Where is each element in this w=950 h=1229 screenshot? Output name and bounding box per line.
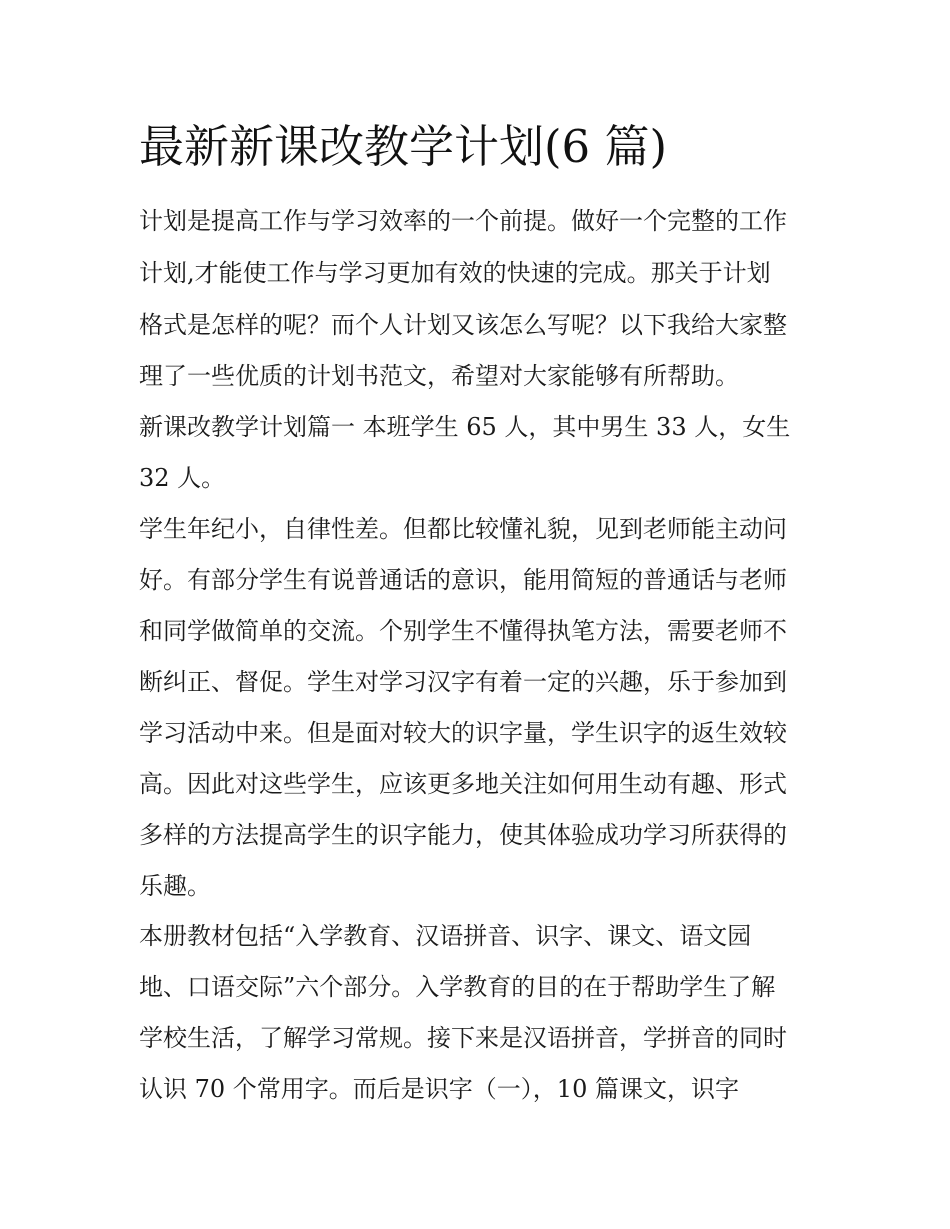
text-line: 地、口语交际”六个部分。入学教育的目的在于帮助学生了解 [139, 973, 776, 1001]
text-line: 好。有部分学生有说普通话的意识，能用简短的普通话与老师 [139, 566, 787, 594]
text-line: 乐趣。 [139, 872, 211, 900]
text-line: 计划是提高工作与学习效率的一个前提。做好一个完整的工作 [139, 207, 787, 235]
text-line: 高。因此对这些学生，应该更多地关注如何用生动有趣、形式 [139, 770, 787, 798]
text-line: 认识 70 个常用字。而后是识字（一），10 篇课文，识字 [139, 1075, 739, 1103]
text-line: 学校生活，了解学习常规。接下来是汉语拼音，学拼音的同时 [139, 1024, 787, 1052]
text-line: 学习活动中来。但是面对较大的识字量，学生识字的返生效较 [139, 719, 787, 747]
text-line: 和同学做简单的交流。个别学生不懂得执笔方法，需要老师不 [139, 617, 787, 645]
text-line: 理了一些优质的计划书范文，希望对大家能够有所帮助。 [139, 362, 739, 390]
text-line: 新课改教学计划篇一 本班学生 65 人，其中男生 33 人，女生 [139, 413, 791, 441]
text-line: 多样的方法提高学生的识字能力，使其体验成功学习所获得的 [139, 821, 787, 849]
document-title: 最新新课改教学计划(6 篇) [139, 120, 668, 173]
text-line: 计划,才能使工作与学习更加有效的快速的完成。那关于计划 [139, 259, 771, 287]
text-line: 32 人。 [139, 464, 226, 492]
text-line: 格式是怎样的呢？而个人计划又该怎么写呢？以下我给大家整 [139, 311, 787, 339]
text-line: 断纠正、督促。学生对学习汉字有着一定的兴趣，乐于参加到 [139, 668, 787, 696]
text-line: 学生年纪小，自律性差。但都比较懂礼貌，见到老师能主动问 [139, 515, 787, 543]
text-line: 本册教材包括“入学教育、汉语拼音、识字、课文、语文园 [139, 922, 752, 950]
